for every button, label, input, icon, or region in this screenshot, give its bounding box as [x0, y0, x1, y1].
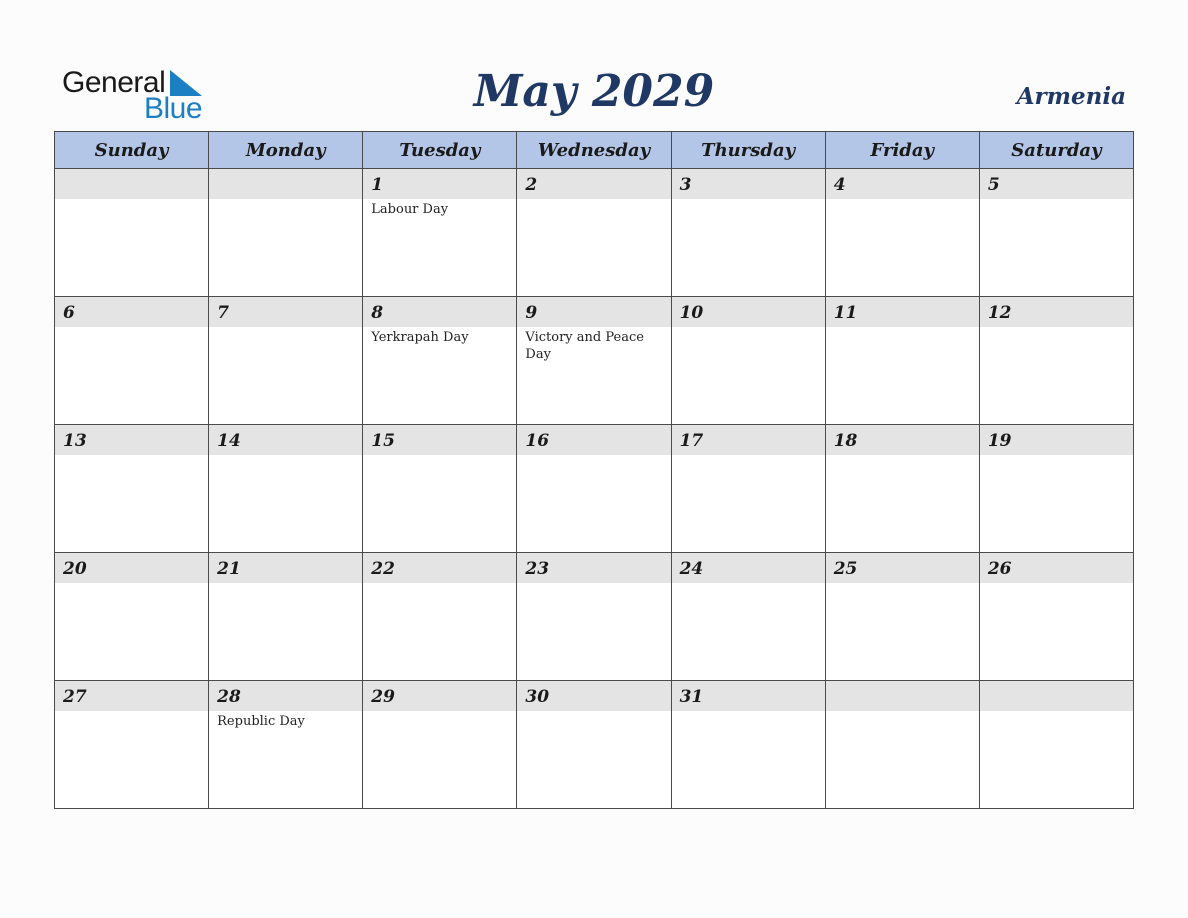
day-cell	[517, 425, 671, 553]
day-cell	[517, 681, 671, 809]
day-number: 11	[826, 297, 979, 327]
day-number: 4	[826, 169, 979, 199]
day-number: 7	[209, 297, 362, 327]
day-cell	[209, 553, 363, 681]
day-number: 2	[517, 169, 670, 199]
day-number	[980, 681, 1133, 711]
day-cell	[671, 169, 825, 297]
day-number: 14	[209, 425, 362, 455]
day-cell	[671, 681, 825, 809]
day-cell	[55, 169, 209, 297]
day-cell	[671, 297, 825, 425]
day-number: 19	[980, 425, 1133, 455]
day-cell	[363, 425, 517, 553]
weekday-header: Saturday	[979, 132, 1133, 169]
day-cell	[517, 169, 671, 297]
holiday-label: Labour Day	[371, 202, 449, 217]
day-cell	[55, 553, 209, 681]
weekday-header: Tuesday	[363, 132, 517, 169]
day-cell	[363, 553, 517, 681]
day-number: 15	[363, 425, 516, 455]
day-cell	[209, 425, 363, 553]
week-row	[55, 169, 1134, 297]
week-row	[55, 553, 1134, 681]
weekday-header: Friday	[825, 132, 979, 169]
day-cell	[979, 425, 1133, 553]
day-cell	[209, 681, 363, 809]
month-calendar-grid	[54, 131, 1134, 809]
day-number: 26	[980, 553, 1133, 583]
day-cell	[55, 681, 209, 809]
day-number: 24	[672, 553, 825, 583]
week-row	[55, 297, 1134, 425]
country-name: Armenia	[1016, 83, 1126, 110]
day-number: 5	[980, 169, 1133, 199]
logo-text-blue: Blue	[144, 92, 203, 125]
week-row	[55, 425, 1134, 553]
calendar-title: May 2029	[473, 66, 715, 117]
day-cell	[979, 297, 1133, 425]
day-number: 21	[209, 553, 362, 583]
weekday-header: Thursday	[671, 132, 825, 169]
holiday-label: Republic Day	[217, 714, 305, 729]
day-cell	[825, 681, 979, 809]
weekday-header-row	[55, 132, 1134, 169]
week-row	[55, 681, 1134, 809]
day-number: 23	[517, 553, 670, 583]
weeks-body	[55, 169, 1134, 809]
day-number	[209, 169, 362, 199]
day-number: 1	[363, 169, 516, 199]
day-number: 18	[826, 425, 979, 455]
day-number: 28	[209, 681, 362, 711]
day-number: 17	[672, 425, 825, 455]
day-number: 3	[672, 169, 825, 199]
day-cell	[825, 169, 979, 297]
holiday-label: Victory and Peace Day	[525, 330, 644, 362]
day-cell	[517, 297, 671, 425]
day-number: 22	[363, 553, 516, 583]
day-number	[55, 169, 208, 199]
day-number: 31	[672, 681, 825, 711]
weekday-header: Sunday	[55, 132, 209, 169]
day-cell	[209, 169, 363, 297]
day-number: 27	[55, 681, 208, 711]
weekday-header: Wednesday	[517, 132, 671, 169]
day-cell	[55, 297, 209, 425]
day-cell	[825, 553, 979, 681]
day-cell	[671, 425, 825, 553]
day-number: 30	[517, 681, 670, 711]
day-cell	[55, 425, 209, 553]
day-number: 9	[517, 297, 670, 327]
day-number: 25	[826, 553, 979, 583]
day-cell	[363, 169, 517, 297]
day-number: 13	[55, 425, 208, 455]
day-cell	[209, 297, 363, 425]
day-cell	[825, 297, 979, 425]
day-cell	[979, 681, 1133, 809]
day-cell	[363, 681, 517, 809]
day-number: 20	[55, 553, 208, 583]
holiday-label: Yerkrapah Day	[371, 330, 469, 345]
day-cell	[363, 297, 517, 425]
day-number: 16	[517, 425, 670, 455]
day-number: 8	[363, 297, 516, 327]
day-cell	[671, 553, 825, 681]
logo-text-general: General	[62, 66, 166, 99]
day-number: 6	[55, 297, 208, 327]
day-cell	[979, 169, 1133, 297]
day-cell	[979, 553, 1133, 681]
day-number: 12	[980, 297, 1133, 327]
day-cell	[825, 425, 979, 553]
day-number: 29	[363, 681, 516, 711]
weekday-header: Monday	[209, 132, 363, 169]
day-cell	[517, 553, 671, 681]
day-number	[826, 681, 979, 711]
day-number: 10	[672, 297, 825, 327]
